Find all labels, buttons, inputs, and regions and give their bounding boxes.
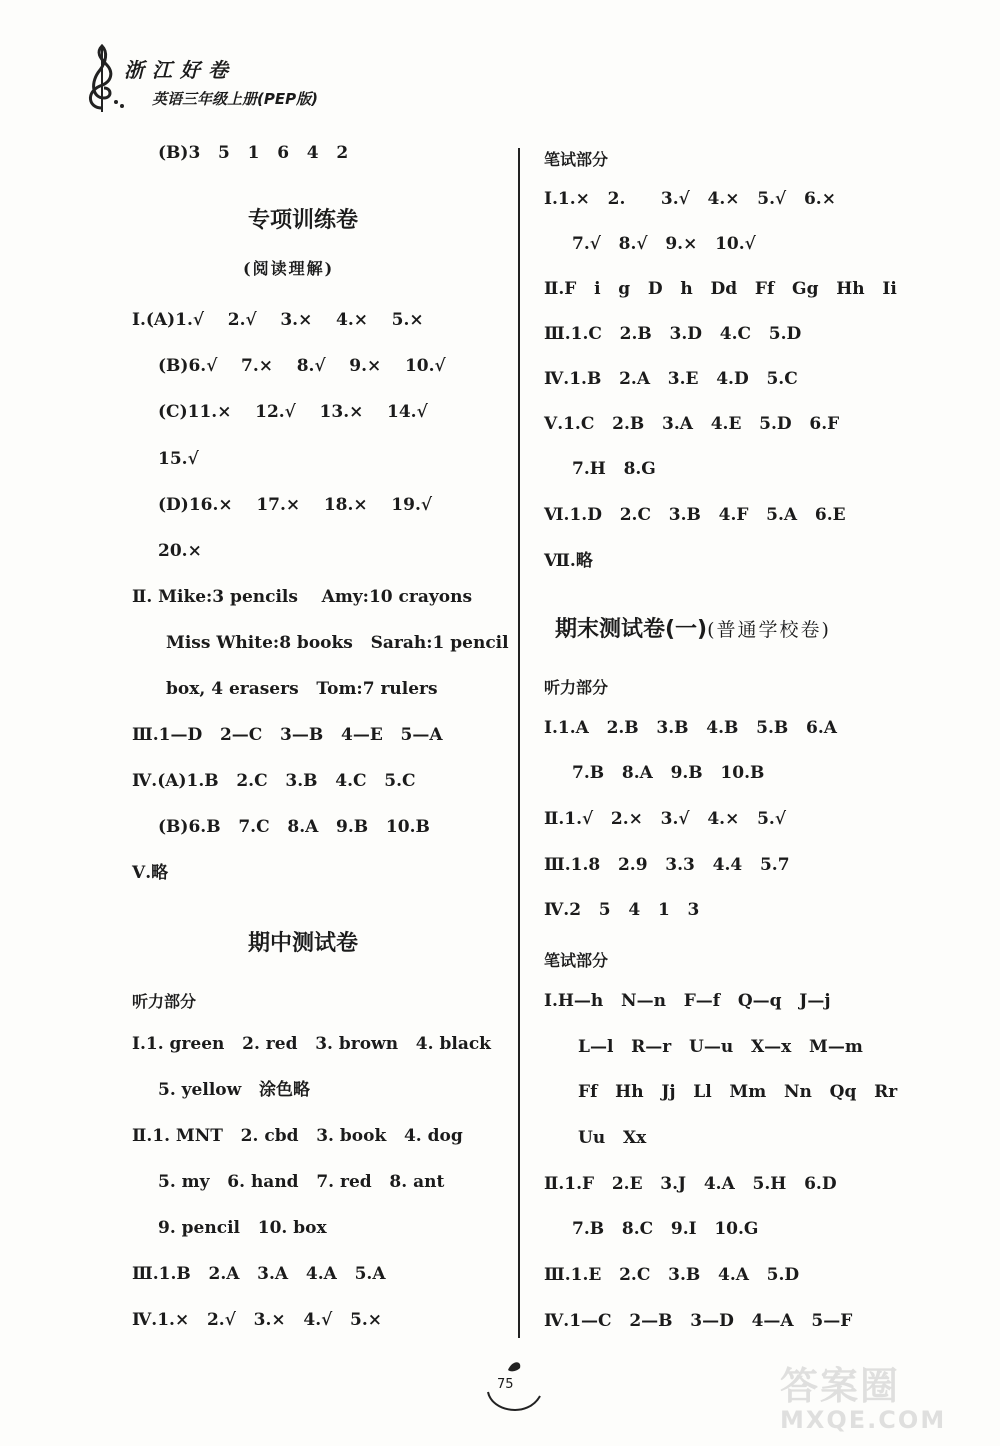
- answer-line: [158, 404, 428, 421]
- watermark-url: MXQE.COM: [780, 1406, 947, 1434]
- answer-line: [544, 993, 831, 1010]
- line-text: Ⅴ.1.C 2.B 3.A 4.E 5.D 6.F: [544, 414, 840, 434]
- line-text: Ⅲ.1—D 2—C 3—B 4—E 5—A: [132, 725, 443, 745]
- line-text: Ff Hh Jj Ll Mm Nn Qq Rr: [578, 1082, 898, 1102]
- answer-line: [544, 281, 897, 298]
- answer-line: [132, 773, 416, 790]
- line-text: Ⅱ.1.√ 2.× 3.√ 4.× 5.√: [544, 809, 787, 829]
- line-text: Ⅶ.略: [544, 551, 593, 571]
- answer-line: [158, 358, 446, 375]
- line-text: 7.B 8.A 9.B 10.B: [572, 763, 765, 783]
- subsection-label: [544, 147, 608, 170]
- line-text: (D)16.× 17.× 18.× 19.√: [158, 495, 433, 515]
- section-subtitle: [243, 256, 334, 279]
- answer-line: [544, 1267, 799, 1284]
- subsection-label: [544, 675, 608, 698]
- line-text: (C)11.× 12.√ 13.× 14.√: [158, 402, 428, 422]
- answer-line: [544, 902, 699, 919]
- answer-line: [544, 191, 836, 208]
- answer-line: [166, 681, 438, 698]
- answer-line: [132, 1266, 386, 1283]
- answer-line: [578, 1084, 897, 1101]
- answer-line: [158, 1082, 310, 1099]
- line-text: (B)3 5 1 6 4 2: [158, 143, 349, 163]
- answer-line: [544, 553, 593, 570]
- answer-line: [132, 1312, 382, 1329]
- answer-line: [544, 720, 837, 737]
- book-subtitle: 英语三年级上册(PEP版): [152, 90, 318, 108]
- page-number: 75: [497, 1377, 514, 1392]
- line-text: Ⅳ.1.B 2.A 3.E 4.D 5.C: [544, 369, 798, 389]
- line-text: Ⅳ.(A)1.B 2.C 3.B 4.C 5.C: [132, 771, 416, 791]
- line-text: 15.√: [158, 449, 199, 469]
- answer-line: [544, 507, 846, 524]
- answer-line: [572, 1221, 758, 1238]
- line-text: 期中测试卷: [248, 931, 359, 956]
- subsection-label: [132, 989, 196, 1012]
- line-text: Ⅴ.略: [132, 863, 169, 883]
- answer-line: [544, 811, 786, 828]
- line-text: Ⅲ.1.8 2.9 3.3 4.4 5.7: [544, 855, 790, 875]
- line-text: Ⅱ.F i g D h Dd Ff Gg Hh Ii: [544, 279, 897, 299]
- line-text: 9. pencil 10. box: [158, 1218, 327, 1238]
- answer-line: [158, 451, 199, 468]
- answer-line: [572, 236, 756, 253]
- line-text: Ⅰ.1.× 2. 3.√ 4.× 5.√ 6.×: [544, 189, 836, 209]
- line-text: Ⅳ.2 5 4 1 3: [544, 900, 700, 920]
- line-text: Ⅱ. Mike:3 pencils Amy:10 crayons: [132, 587, 473, 607]
- answer-line: [132, 865, 168, 882]
- line-text: 7.B 8.C 9.I 10.G: [572, 1219, 759, 1239]
- line-text: (B)6.B 7.C 8.A 9.B 10.B: [158, 817, 430, 837]
- column-divider: [518, 148, 520, 1338]
- answer-line: [158, 145, 348, 162]
- answer-line: [544, 857, 790, 874]
- answer-line: [578, 1130, 646, 1147]
- line-text: 听力部分: [544, 678, 609, 697]
- answer-line: [132, 727, 443, 744]
- line-text: Ⅰ.(A)1.√ 2.√ 3.× 4.× 5.×: [132, 310, 424, 330]
- line-text: Ⅱ.1. MNT 2. cbd 3. book 4. dog: [132, 1126, 463, 1146]
- watermark-text: 答案圈: [780, 1364, 901, 1408]
- line-text: box, 4 erasers Tom:7 rulers: [166, 679, 438, 699]
- line-text: Ⅵ.1.D 2.C 3.B 4.F 5.A 6.E: [544, 505, 846, 525]
- answer-line: [132, 1036, 491, 1053]
- answer-line: [544, 1313, 852, 1330]
- section-title: [248, 203, 358, 234]
- book-title: 浙江好卷: [124, 58, 236, 82]
- answer-line: [132, 589, 472, 606]
- line-text: Ⅱ.1.F 2.E 3.J 4.A 5.H 6.D: [544, 1174, 837, 1194]
- line-text: Ⅲ.1.B 2.A 3.A 4.A 5.A: [132, 1264, 386, 1284]
- answer-line: [158, 543, 202, 560]
- watermark: [780, 1355, 990, 1440]
- line-text: (B)6.√ 7.× 8.√ 9.× 10.√: [158, 356, 446, 376]
- line-text: 期末测试卷(一): [555, 617, 708, 642]
- line-text: 专项训练卷: [248, 208, 359, 233]
- answer-line: [166, 635, 509, 652]
- subsection-label: [544, 948, 608, 971]
- answer-line: [132, 1128, 463, 1145]
- section-title: [555, 612, 831, 643]
- answer-line: [544, 371, 798, 388]
- line-text: 5. my 6. hand 7. red 8. ant: [158, 1172, 445, 1192]
- answer-line: [158, 819, 430, 836]
- section-title: [248, 926, 358, 957]
- line-text: 7.H 8.G: [572, 459, 656, 479]
- answer-line: [544, 416, 839, 433]
- line-text: L—l R—r U—u X—x M—m: [578, 1037, 863, 1057]
- line-text: Ⅰ.1. green 2. red 3. brown 4. black: [132, 1034, 491, 1054]
- answer-line: [132, 312, 424, 329]
- line-text: 听力部分: [132, 992, 197, 1011]
- line-text: Ⅰ.H—h N—n F—f Q—q J—j: [544, 991, 831, 1011]
- answer-line: [158, 1174, 444, 1191]
- line-text: (阅读理解): [243, 259, 335, 278]
- answer-line: [578, 1039, 863, 1056]
- line-text: Ⅲ.1.E 2.C 3.B 4.A 5.D: [544, 1265, 800, 1285]
- line-text: Miss White:8 books Sarah:1 pencil: [166, 633, 509, 653]
- line-text: Ⅳ.1.× 2.√ 3.× 4.√ 5.×: [132, 1310, 383, 1330]
- answer-line: [158, 1220, 327, 1237]
- answer-line: [158, 497, 432, 514]
- answer-line: [544, 326, 801, 343]
- answer-line: [572, 461, 656, 478]
- music-note-logo: [78, 42, 126, 114]
- line-text: Uu Xx: [578, 1128, 647, 1148]
- section-title-note: (普通学校卷): [707, 619, 831, 641]
- line-text: 20.×: [158, 541, 202, 561]
- line-text: Ⅲ.1.C 2.B 3.D 4.C 5.D: [544, 324, 802, 344]
- line-text: 笔试部分: [544, 951, 609, 970]
- line-text: Ⅳ.1—C 2—B 3—D 4—A 5—F: [544, 1311, 853, 1331]
- line-text: 7.√ 8.√ 9.× 10.√: [572, 234, 756, 254]
- line-text: Ⅰ.1.A 2.B 3.B 4.B 5.B 6.A: [544, 718, 837, 738]
- line-text: 5. yellow 涂色略: [158, 1080, 311, 1100]
- answer-line: [544, 1176, 837, 1193]
- answer-line: [572, 765, 764, 782]
- line-text: 笔试部分: [544, 150, 609, 169]
